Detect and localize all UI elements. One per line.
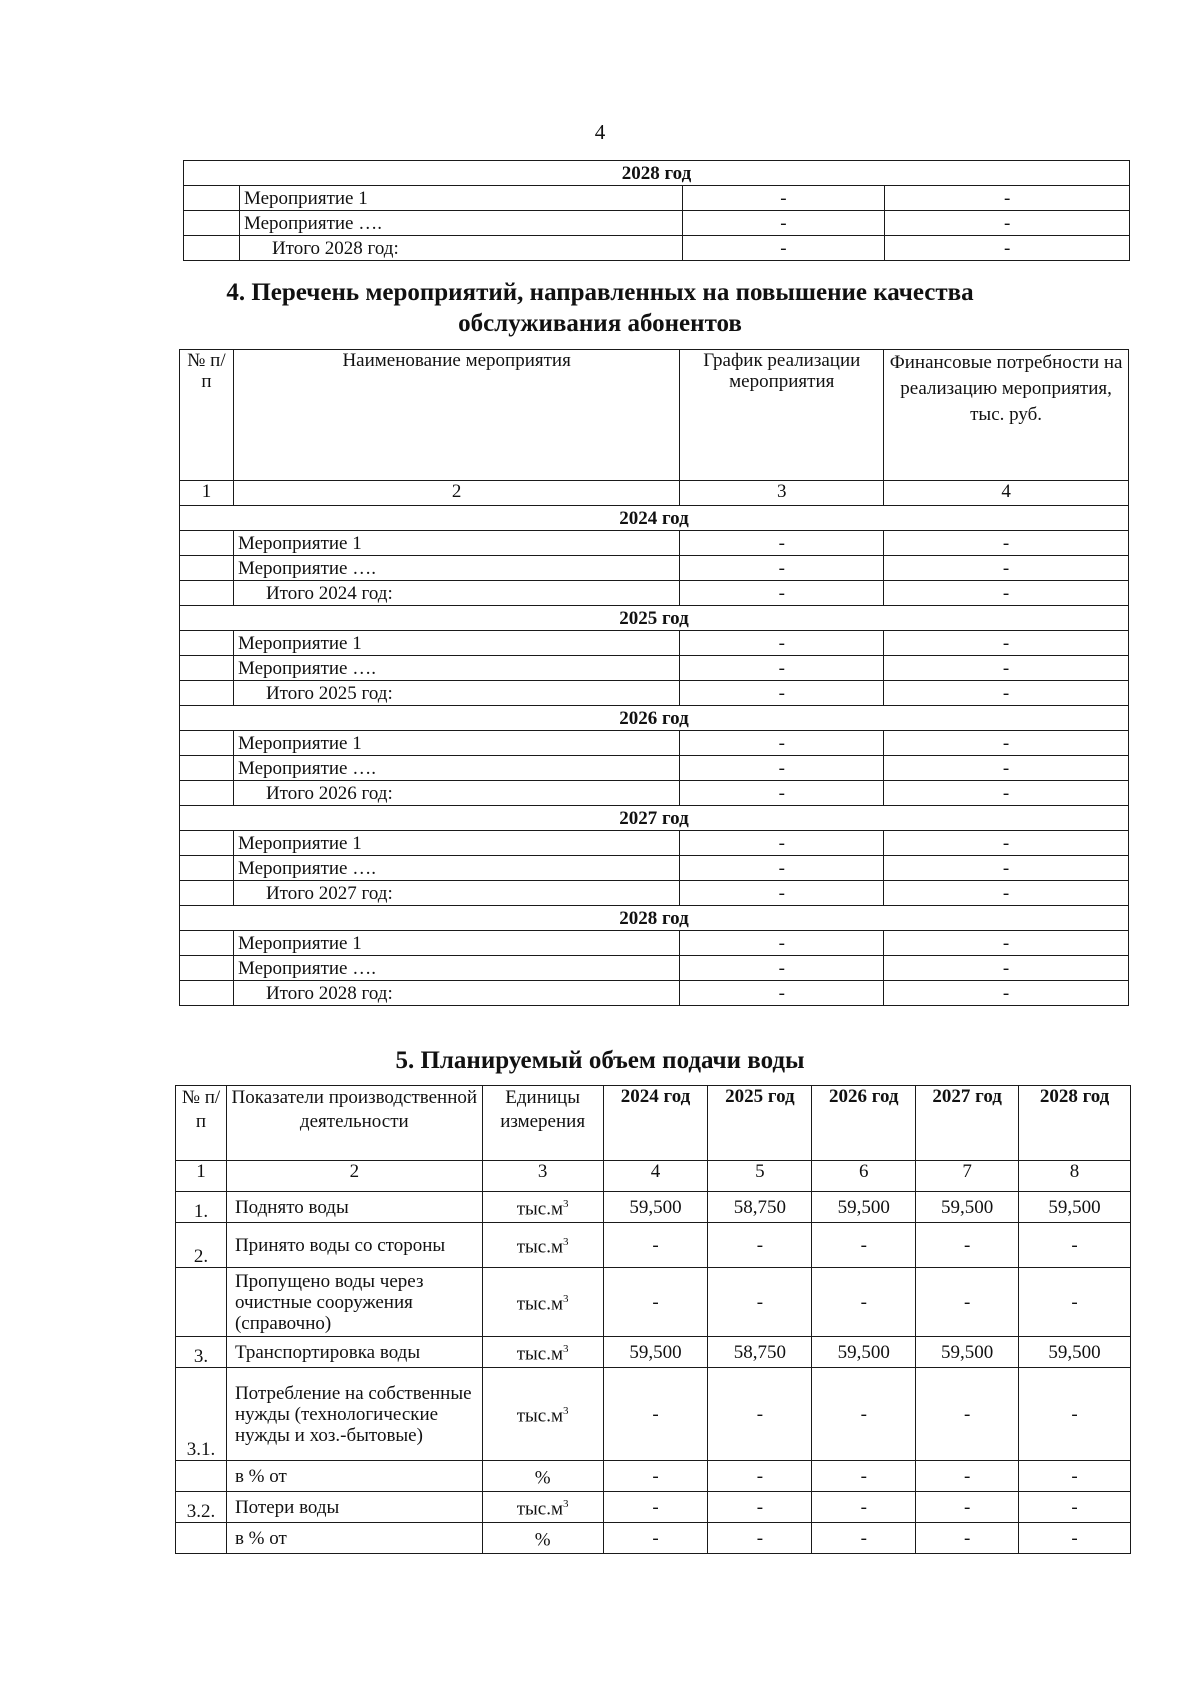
finance-cell: - [884, 956, 1129, 981]
row-number: 3.1. [176, 1368, 227, 1461]
event-name: Мероприятие …. [233, 756, 679, 781]
value-cell: 59,500 [603, 1337, 708, 1368]
page-number: 4 [594, 120, 606, 144]
unit-text: тыс.м [516, 1498, 564, 1520]
table-row [180, 731, 1129, 756]
value-cell: - [603, 1492, 708, 1523]
event-name: Мероприятие 1 [233, 531, 679, 556]
finance-cell: - [884, 781, 1129, 806]
schedule-cell: - [680, 531, 884, 556]
table-row [184, 186, 1130, 211]
value-cell: 59,500 [812, 1192, 916, 1223]
finance-cell: - [884, 756, 1129, 781]
unit-cell [482, 1337, 603, 1368]
value-cell: 58,750 [708, 1337, 812, 1368]
table-row [180, 556, 1129, 581]
value-cell: - [603, 1223, 708, 1268]
value-cell: 58,750 [708, 1192, 812, 1223]
section5-title: 5. Планируемый объем подачи воды [395, 1047, 805, 1074]
schedule-cell: - [680, 831, 884, 856]
value-cell: - [708, 1223, 812, 1268]
unit-text: тыс.м [516, 1198, 564, 1220]
schedule-cell: - [680, 881, 884, 906]
col-number: 6 [812, 1161, 916, 1192]
num-cell [180, 981, 234, 1006]
table-row [180, 831, 1129, 856]
value-cell: - [812, 1461, 916, 1492]
table-row [176, 1523, 1131, 1554]
col-number: 4 [884, 481, 1129, 506]
header-unit: Единицы измерения [482, 1086, 603, 1161]
table-row [180, 656, 1129, 681]
value-cell: - [1019, 1492, 1131, 1523]
num-cell [180, 756, 234, 781]
indicator-name: Потребление на собственные нужды (технологические нужды и хоз.-бытовые) [226, 1368, 482, 1461]
event-name: Мероприятие …. [233, 856, 679, 881]
unit-cell [482, 1268, 603, 1337]
unit-superscript: 3 [563, 1343, 569, 1356]
table-row [176, 1223, 1131, 1268]
col-number: 1 [180, 481, 234, 506]
num-cell [180, 881, 234, 906]
value-cell: - [1019, 1268, 1131, 1337]
unit-text: тыс.м [516, 1293, 564, 1315]
table-row [180, 881, 1129, 906]
num-cell [180, 556, 234, 581]
value-cell: 59,500 [603, 1192, 708, 1223]
row-number [176, 1268, 227, 1337]
year-header: 2027 год [180, 806, 1129, 831]
unit-cell [482, 1492, 603, 1523]
value-cell: - [1019, 1223, 1131, 1268]
header-num: № п/п [180, 350, 234, 481]
table-row [176, 1268, 1131, 1337]
schedule-cell: - [680, 681, 884, 706]
unit-superscript: 3 [563, 1293, 569, 1306]
continuation-table [183, 160, 1130, 261]
value-cell: 59,500 [916, 1192, 1019, 1223]
finance-cell: - [885, 211, 1130, 236]
section4-table [179, 349, 1129, 1006]
finance-cell: - [884, 981, 1129, 1006]
finance-cell: - [884, 581, 1129, 606]
value-cell: - [916, 1223, 1019, 1268]
indicator-name: Поднято воды [226, 1192, 482, 1223]
schedule-cell: - [680, 731, 884, 756]
header-year: 2028 год [1019, 1086, 1131, 1161]
event-name: Мероприятие …. [239, 211, 682, 236]
num-cell [180, 856, 234, 881]
col-number: 5 [708, 1161, 812, 1192]
section4-title-line1: 4. Перечень мероприятий, направленных на повышение качества [226, 279, 974, 306]
num-cell [180, 681, 234, 706]
table-row [176, 1337, 1131, 1368]
row-number: 1. [176, 1192, 227, 1223]
col-number: 7 [916, 1161, 1019, 1192]
section4-title-line2: обслуживания абонентов [458, 310, 742, 337]
col-number: 2 [226, 1161, 482, 1192]
table-row [184, 236, 1130, 261]
schedule-cell: - [680, 956, 884, 981]
finance-cell: - [884, 856, 1129, 881]
value-cell: - [916, 1523, 1019, 1554]
schedule-cell: - [682, 186, 885, 211]
unit-cell [482, 1523, 603, 1554]
total-label: Итого 2024 год: [233, 581, 679, 606]
unit-text: % [534, 1529, 551, 1551]
num-cell [180, 781, 234, 806]
value-cell: - [916, 1492, 1019, 1523]
value-cell: - [1019, 1461, 1131, 1492]
unit-superscript: 3 [563, 1498, 569, 1511]
total-label: Итого 2026 год: [233, 781, 679, 806]
value-cell: - [916, 1268, 1019, 1337]
year-header: 2026 год [180, 706, 1129, 731]
col-number: 2 [233, 481, 679, 506]
row-number: 2. [176, 1223, 227, 1268]
num-cell [180, 656, 234, 681]
year-header: 2028 год [180, 906, 1129, 931]
table-row [180, 981, 1129, 1006]
table-row [180, 931, 1129, 956]
indicator-name: в % от [226, 1523, 482, 1554]
unit-text: % [534, 1467, 551, 1489]
row-number: 3. [176, 1337, 227, 1368]
value-cell: 59,500 [916, 1337, 1019, 1368]
row-number: 3.2. [176, 1492, 227, 1523]
column-numbers [176, 1161, 1131, 1192]
unit-superscript: 3 [563, 1405, 569, 1418]
header-name: Наименование мероприятия [233, 350, 679, 481]
value-cell: 59,500 [812, 1337, 916, 1368]
schedule-cell: - [682, 211, 885, 236]
num-cell [180, 931, 234, 956]
year-header: 2028 год [184, 161, 1130, 186]
value-cell: - [708, 1368, 812, 1461]
col-number: 4 [603, 1161, 708, 1192]
event-name: Мероприятие …. [233, 956, 679, 981]
total-label: Итого 2028 год: [233, 981, 679, 1006]
value-cell: - [1019, 1368, 1131, 1461]
num-cell [180, 631, 234, 656]
schedule-cell: - [680, 781, 884, 806]
finance-cell: - [885, 186, 1130, 211]
column-numbers [180, 481, 1129, 506]
schedule-cell: - [680, 756, 884, 781]
event-name: Мероприятие …. [233, 556, 679, 581]
unit-superscript: 3 [563, 1198, 569, 1211]
value-cell: - [603, 1368, 708, 1461]
schedule-cell: - [682, 236, 885, 261]
finance-cell: - [884, 831, 1129, 856]
num-cell [180, 581, 234, 606]
finance-cell: - [884, 631, 1129, 656]
value-cell: - [708, 1523, 812, 1554]
table-row [180, 581, 1129, 606]
schedule-cell: - [680, 656, 884, 681]
year-header: 2025 год [180, 606, 1129, 631]
unit-cell [482, 1223, 603, 1268]
finance-cell: - [884, 881, 1129, 906]
value-cell: - [812, 1492, 916, 1523]
finance-cell: - [884, 731, 1129, 756]
event-name: Мероприятие …. [233, 656, 679, 681]
value-cell: - [812, 1523, 916, 1554]
indicator-name: Транспортировка воды [226, 1337, 482, 1368]
finance-cell: - [884, 931, 1129, 956]
num-cell [180, 731, 234, 756]
table-row [180, 531, 1129, 556]
schedule-cell: - [680, 981, 884, 1006]
header-year: 2025 год [708, 1086, 812, 1161]
col-number: 3 [482, 1161, 603, 1192]
value-cell: - [708, 1268, 812, 1337]
indicator-name: в % от [226, 1461, 482, 1492]
table-row [180, 631, 1129, 656]
value-cell: - [603, 1523, 708, 1554]
indicator-name: Пропущено воды через очистные сооружения (справочно) [226, 1268, 482, 1337]
col-number: 8 [1019, 1161, 1131, 1192]
unit-text: тыс.м [516, 1343, 564, 1365]
event-name: Мероприятие 1 [233, 731, 679, 756]
header-num: № п/п [176, 1086, 227, 1161]
indicator-name: Принято воды со стороны [226, 1223, 482, 1268]
table-row [180, 756, 1129, 781]
row-number [176, 1461, 227, 1492]
finance-cell: - [884, 681, 1129, 706]
value-cell: - [916, 1368, 1019, 1461]
schedule-cell: - [680, 581, 884, 606]
value-cell: - [812, 1368, 916, 1461]
unit-cell [482, 1368, 603, 1461]
header-year: 2026 год [812, 1086, 916, 1161]
value-cell: - [603, 1268, 708, 1337]
num-cell [180, 531, 234, 556]
total-label: Итого 2028 год: [239, 236, 682, 261]
event-name: Мероприятие 1 [233, 631, 679, 656]
value-cell: - [916, 1461, 1019, 1492]
table-row [180, 856, 1129, 881]
value-cell: 59,500 [1019, 1192, 1131, 1223]
event-name: Мероприятие 1 [239, 186, 682, 211]
header-year: 2024 год [603, 1086, 708, 1161]
value-cell: 59,500 [1019, 1337, 1131, 1368]
table-row [176, 1461, 1131, 1492]
table-row [176, 1368, 1131, 1461]
event-name: Мероприятие 1 [233, 931, 679, 956]
header-indicator: Показатели производственной деятельности [226, 1086, 482, 1161]
value-cell: - [812, 1268, 916, 1337]
value-cell: - [708, 1492, 812, 1523]
table-row [180, 681, 1129, 706]
unit-text: тыс.м [516, 1405, 564, 1427]
finance-cell: - [884, 556, 1129, 581]
indicator-name: Потери воды [226, 1492, 482, 1523]
unit-superscript: 3 [563, 1236, 569, 1249]
value-cell: - [1019, 1523, 1131, 1554]
total-label: Итого 2025 год: [233, 681, 679, 706]
schedule-cell: - [680, 931, 884, 956]
total-label: Итого 2027 год: [233, 881, 679, 906]
finance-cell: - [885, 236, 1130, 261]
schedule-cell: - [680, 856, 884, 881]
schedule-cell: - [680, 631, 884, 656]
value-cell: - [603, 1461, 708, 1492]
table-row [176, 1492, 1131, 1523]
value-cell: - [708, 1461, 812, 1492]
col-number: 3 [680, 481, 884, 506]
finance-cell: - [884, 656, 1129, 681]
header-year: 2027 год [916, 1086, 1019, 1161]
year-header: 2024 год [180, 506, 1129, 531]
unit-cell [482, 1461, 603, 1492]
row-number [176, 1523, 227, 1554]
event-name: Мероприятие 1 [233, 831, 679, 856]
num-cell [180, 956, 234, 981]
col-number: 1 [176, 1161, 227, 1192]
section5-table [175, 1085, 1131, 1554]
schedule-cell: - [680, 556, 884, 581]
header-schedule: График реализации мероприятия [680, 350, 884, 481]
table-row [180, 956, 1129, 981]
value-cell: - [812, 1223, 916, 1268]
unit-text: тыс.м [516, 1236, 564, 1258]
num-cell [180, 831, 234, 856]
table-row [184, 211, 1130, 236]
table-row [176, 1192, 1131, 1223]
unit-cell [482, 1192, 603, 1223]
finance-cell: - [884, 531, 1129, 556]
header-finance: Финансовые потребности на реализацию мероприятия, тыс. руб. [884, 350, 1129, 481]
table-row [180, 781, 1129, 806]
